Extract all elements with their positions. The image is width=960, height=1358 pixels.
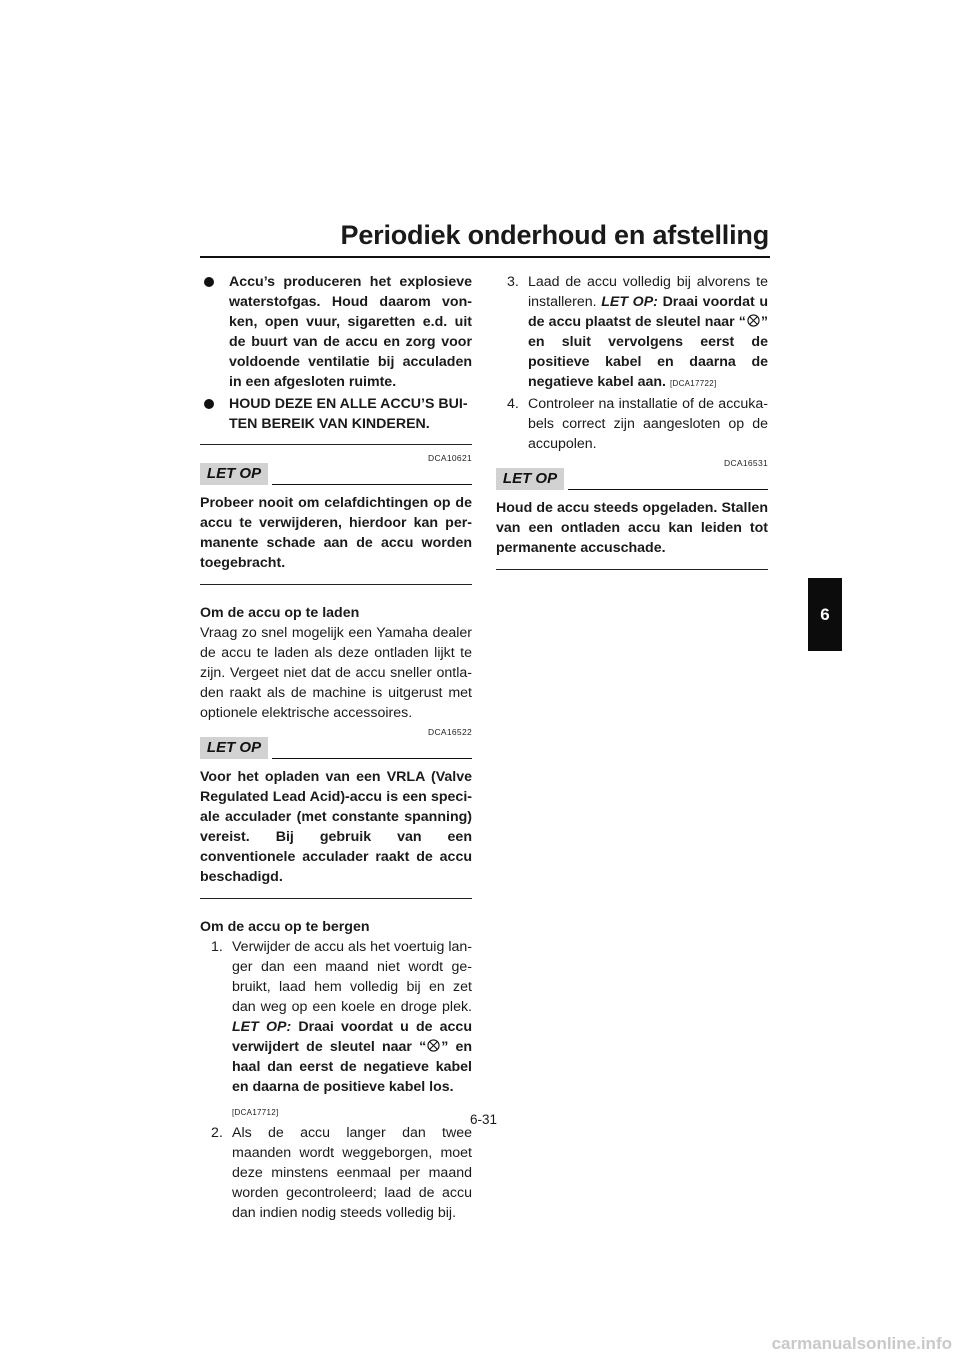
list-item: [496, 394, 768, 454]
reference-code: [DCA17722]: [669, 379, 717, 388]
charge-paragraph: Vraag zo snel mogelijk een Yamaha dealer de accu te laden als deze ontladen lijkt te zijn. Vergeet niet dat de accu sneller ontladen raakt als de machine is uitgerust met optionele elektrische accessoires.: [200, 625, 472, 721]
list-item-number: 3.: [507, 274, 519, 290]
list-item-text: Controleer na installatie of de accukabels correct zijn aangesloten op de accupolen.: [528, 396, 768, 452]
notice-text: Probeer nooit om celafdichtingen op de accu te verwijderen, hierdoor kan permanente schade aan de accu worden toegebracht.: [200, 495, 472, 571]
key-off-icon: [747, 314, 760, 327]
reference-code: [DCA17712]: [232, 1108, 279, 1117]
warning-bullet-text: HOUD DEZE EN ALLE ACCU’S BUITEN BEREIK VAN KINDEREN.: [229, 396, 468, 432]
notice-header: [200, 737, 472, 759]
notice-end-rule: [200, 898, 472, 899]
notice-code: DCA10621: [428, 453, 472, 463]
notice-text: Houd de accu steeds opgeladen. Stallen van een ontladen accu kan leiden tot permanente accuschade.: [496, 500, 768, 556]
notice-end-rule: [200, 584, 472, 585]
page-number: 6-31: [470, 1112, 498, 1127]
list-item-number: 2.: [211, 1125, 223, 1141]
list-item: [200, 937, 472, 1123]
list-item-number: 4.: [507, 396, 519, 412]
section-heading-charge: Om de accu op te laden: [200, 605, 360, 621]
notice-code: DCA16522: [428, 727, 472, 737]
bullet-dot-icon: [204, 399, 214, 409]
list-item: [200, 1123, 472, 1223]
notice-label: LET OP: [200, 737, 268, 759]
right-column: [496, 272, 768, 570]
list-item-number: 1.: [211, 939, 223, 955]
list-item-text: Als de accu langer dan twee maanden wordt weggeborgen, moet deze minstens eenmaal per maand worden gecontroleerd; laad de accu dan indien nodig steeds volledig bij.: [232, 1125, 472, 1221]
list-item-text: Verwijder de accu als het voertuig langer dan een maand niet wordt gebruikt, laad hem volledig bij en zet dan weg op een koele en droge plek. LET OP: Draai voordat u de accu verwijdert de sleutel naar “ ” en haal dan eerst de negatieve kabel en daarna de positieve kabel los.: [232, 939, 473, 1095]
notice-label: LET OP: [496, 468, 564, 490]
notice-end-rule: [496, 569, 768, 570]
warning-bullet: [200, 272, 472, 392]
notice-label: LET OP: [200, 463, 268, 485]
notice-header: [496, 468, 768, 490]
left-column: [200, 272, 472, 1223]
page-title: Periodiek onderhoud en afstelling: [340, 220, 769, 250]
header-rule: [200, 256, 770, 258]
notice-code: DCA16531: [724, 458, 768, 468]
key-off-icon: [427, 1039, 440, 1052]
notice-text: Voor het opladen van een VRLA (Valve Regulated Lead Acid)-accu is een speciale acculader (met constante spanning) vereist. Bij gebruik van een conventionele acculader raakt de accu beschadigd.: [200, 769, 472, 885]
warning-bullet: [200, 394, 472, 434]
warning-end-rule: [200, 444, 472, 445]
list-item: [496, 272, 768, 394]
section-heading-store: Om de accu op te bergen: [200, 919, 370, 935]
chapter-tab: 6: [808, 578, 842, 651]
bullet-dot-icon: [204, 277, 214, 287]
notice-header: [200, 463, 472, 485]
warning-bullet-text: Accu’s produceren het explosieve waterstofgas. Houd daarom vonken, open vuur, sigaretten e.d. uit de buurt van de accu en zorg voor voldoende ventilatie bij acculaden in een afgesloten ruimte.: [229, 274, 472, 390]
watermark: carmanualsonline.info: [771, 1334, 952, 1353]
list-item-text: Laad de accu volledig bij alvorens te installeren. LET OP: Draai voordat u de accu plaatst de sleutel naar “ ” en sluit vervolgens eerst de positieve kabel en daarna de negatieve kabel aan. [DCA17722]: [528, 274, 768, 390]
